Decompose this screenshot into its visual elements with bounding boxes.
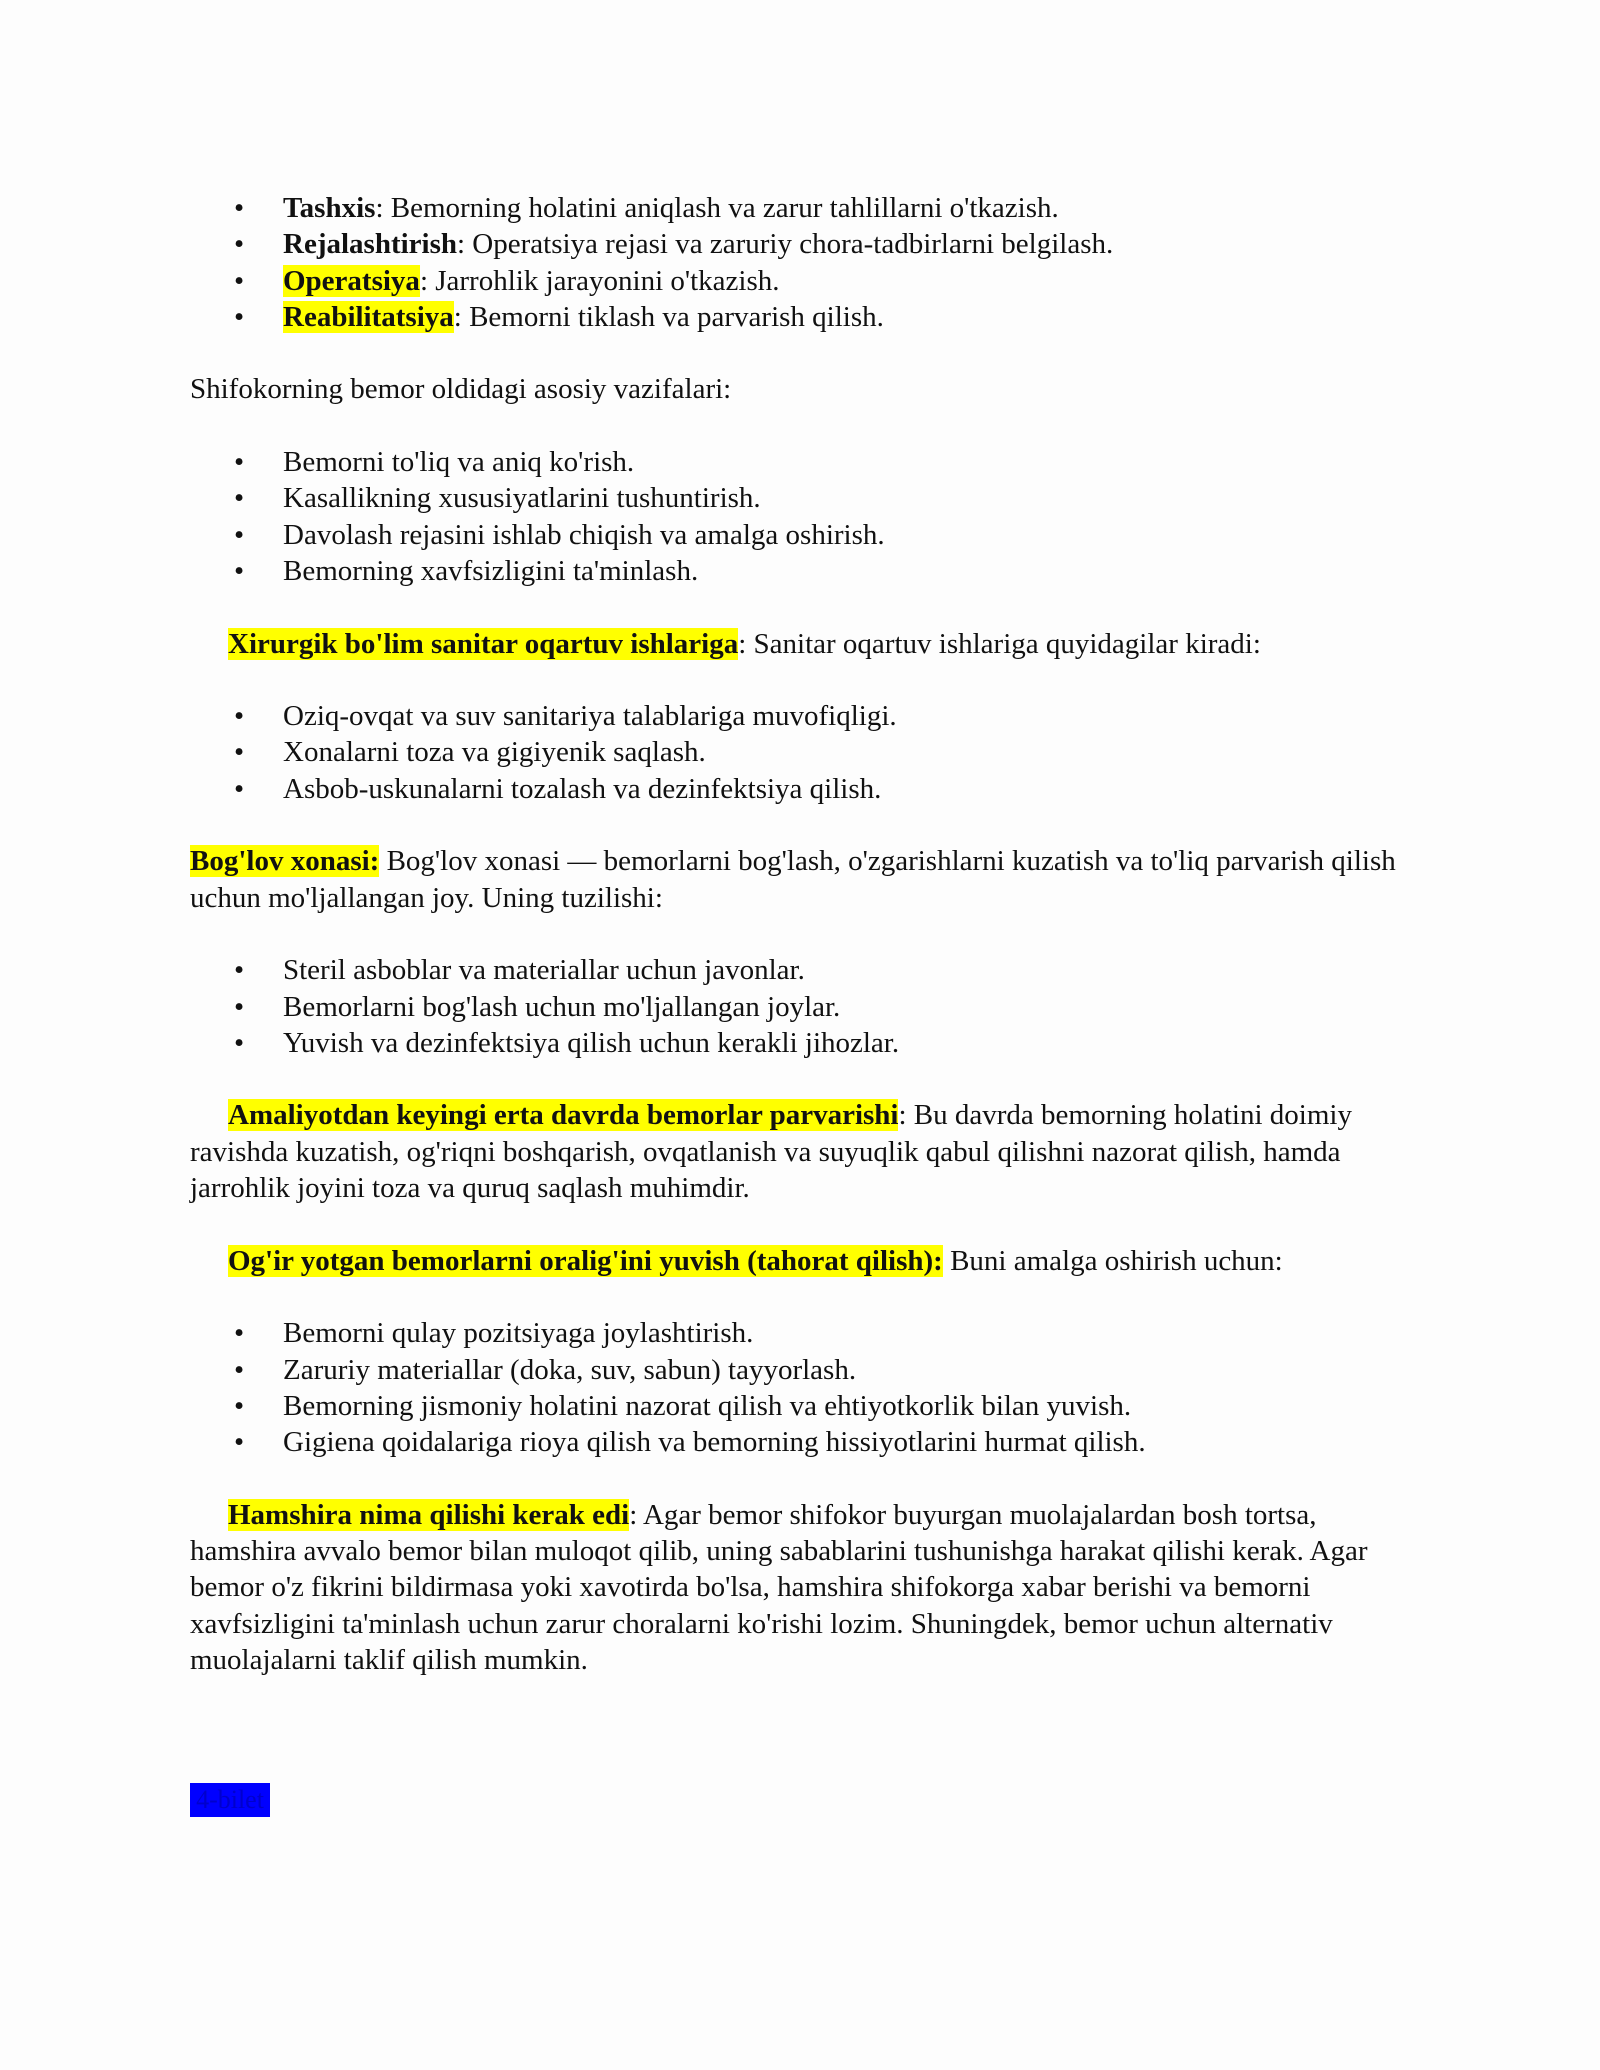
postop-care-paragraph: Amaliyotdan keyingi erta davrda bemorlar parvarishi: Bu davrda bemorning holatini doimiy ravishda kuzatish, og'riqni boshqarish, ovqatlanish va suyuqlik qabul qilishni nazorat qilish, hamda jarrohlik joyini toza va quruq saqlash muhimdir. <box>190 1099 1352 1205</box>
dressing-room-paragraph: Bog'lov xonasi: Bog'lov xonasi — bemorlarni bog'lash, o'zgarishlarni kuzatish va to'liq parvarish qilish uchun mo'ljallangan joy. Uning tuzilishi: <box>190 845 1396 914</box>
list-item: • Xonalarni toza va gigiyenik saqlash. <box>190 734 1420 770</box>
list-item: • Davolash rejasini ishlab chiqish va amalga oshirish. <box>190 517 1420 553</box>
duties-paragraph: Shifokorning bemor oldidagi asosiy vazifalari: <box>190 373 732 406</box>
list-item-term: Tashxis <box>283 192 376 224</box>
section-heading: Xirurgik bo'lim sanitar oqartuv ishlariga <box>228 627 739 660</box>
list-item: • Operatsiya: Jarrohlik jarayonini o'tkazish. <box>190 263 1420 299</box>
ticket-label: 4-bilet <box>190 1783 270 1817</box>
list-item: • Gigiena qoidalariga rioya qilish va bemorning hissiyotlarini hurmat qilish. <box>190 1424 1420 1460</box>
bullet-icon: • <box>234 192 245 224</box>
bullet-icon: • <box>234 736 245 769</box>
list-item: • Steril asboblar va materiallar uchun javonlar. <box>190 952 1420 988</box>
list-item: • Bemorlarni bog'lash uchun mo'ljallangan joylar. <box>190 989 1420 1025</box>
list-item: • Reabilitatsiya: Bemorni tiklash va parvarish qilish. <box>190 299 1420 335</box>
bullet-icon: • <box>234 990 245 1023</box>
bullet-icon: • <box>234 1317 245 1350</box>
list-item: • Tashxis: Bemorning holatini aniqlash va zarur tahlillarni o'tkazish. <box>190 190 1420 226</box>
section-heading: Hamshira nima qilishi kerak edi <box>228 1498 630 1531</box>
bullet-icon: • <box>234 300 245 333</box>
bullet-icon: • <box>234 700 245 733</box>
bullet-icon: • <box>234 482 245 515</box>
bullet-icon: • <box>234 1026 245 1059</box>
duties-list <box>190 444 1420 589</box>
list-item-term-highlighted: Reabilitatsiya <box>283 300 454 333</box>
list-item-term: Rejalashtirish <box>283 228 457 261</box>
nurse-paragraph: Hamshira nima qilishi kerak edi: Agar bemor shifokor buyurgan muolajalardan bosh tortsa, hamshira avvalo bemor bilan muloqot qilib, uning sabablarini tushunishga harakat qilishi kerak. Agar bemor o'z fikrini bildirmasa yoki xavotirda bo'lsa, hamshira shifokorga xabar berishi va bemorni xavfsizligini ta'minlash uchun zarur choralarni ko'rishi lozim. Shuningdek, bemor uchun alternativ muolajalarni taklif qilish mumkin. <box>190 1498 1368 1676</box>
stages-list <box>190 190 1420 335</box>
section-heading: Og'ir yotgan bemorlarni oralig'ini yuvish (tahorat qilish): <box>228 1244 943 1277</box>
washing-paragraph: Og'ir yotgan bemorlarni oralig'ini yuvish (tahorat qilish): Buni amalga oshirish uchun: <box>228 1244 1283 1277</box>
dressing-room-list <box>190 952 1420 1061</box>
sanitary-paragraph: Xirurgik bo'lim sanitar oqartuv ishlariga: Sanitar oqartuv ishlariga quyidagilar kiradi: <box>228 627 1261 660</box>
bullet-icon: • <box>234 518 245 551</box>
list-item: • Yuvish va dezinfektsiya qilish uchun kerakli jihozlar. <box>190 1025 1420 1061</box>
list-item: • Asbob-uskunalarni tozalash va dezinfektsiya qilish. <box>190 771 1420 807</box>
bullet-icon: • <box>234 1389 245 1422</box>
list-item: • Oziq-ovqat va suv sanitariya talablariga muvofiqligi. <box>190 698 1420 734</box>
bullet-icon: • <box>234 228 245 261</box>
bullet-icon: • <box>234 264 245 297</box>
bullet-icon: • <box>234 1353 245 1386</box>
list-item: • Bemorni to'liq va aniq ko'rish. <box>190 444 1420 480</box>
bullet-icon: • <box>234 954 245 987</box>
sanitary-list <box>190 698 1420 807</box>
bullet-icon: • <box>234 1426 245 1459</box>
document-body <box>190 190 1420 1678</box>
list-item: • Bemorni qulay pozitsiyaga joylashtirish. <box>190 1315 1420 1351</box>
bullet-icon: • <box>234 772 245 805</box>
section-heading: Bog'lov xonasi: <box>190 845 380 878</box>
list-item: • Rejalashtirish: Operatsiya rejasi va zaruriy chora-tadbirlarni belgilash. <box>190 226 1420 262</box>
section-heading: Amaliyotdan keyingi erta davrda bemorlar parvarishi <box>228 1099 899 1132</box>
list-item: • Bemorning xavfsizligini ta'minlash. <box>190 553 1420 589</box>
bullet-icon: • <box>234 554 245 587</box>
list-item: • Bemorning jismoniy holatini nazorat qilish va ehtiyotkorlik bilan yuvish. <box>190 1388 1420 1424</box>
bullet-icon: • <box>234 446 245 479</box>
washing-list <box>190 1315 1420 1460</box>
list-item: • Zaruriy materiallar (doka, suv, sabun) tayyorlash. <box>190 1352 1420 1388</box>
list-item-term-highlighted: Operatsiya <box>283 264 420 297</box>
list-item: • Kasallikning xususiyatlarini tushuntirish. <box>190 480 1420 516</box>
